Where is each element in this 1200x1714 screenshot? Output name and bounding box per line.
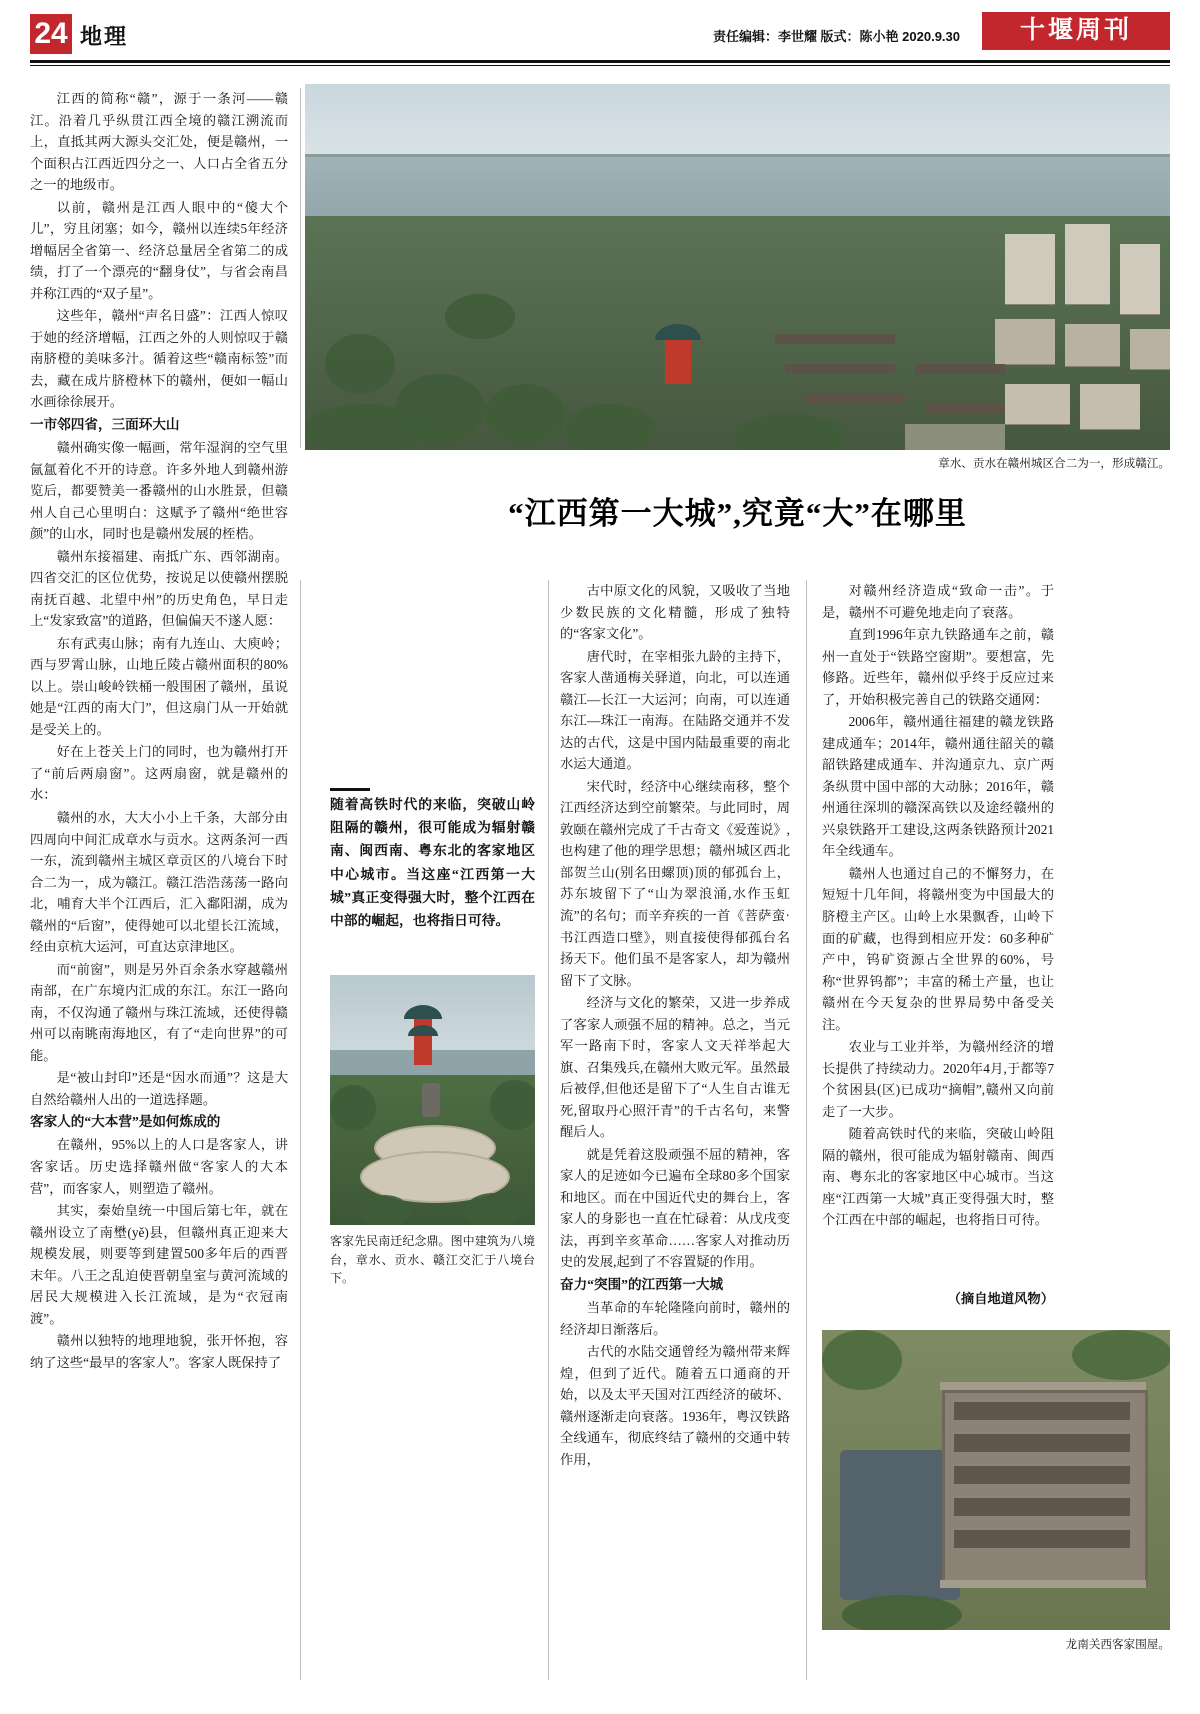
column-divider (806, 580, 807, 1680)
publication-logo: 十堰周刊 (982, 12, 1170, 50)
building-row (954, 1530, 1130, 1548)
section-title: 地理 (80, 24, 129, 49)
header-divider-thin (30, 65, 1170, 66)
paragraph: 经济与文化的繁荣，又进一步养成了客家人顽强不屈的精神。总之，当元军一路南下时，客家人文天祥举起大旗、召集残兵,在赣州大败元军。虽然最后被俘,但他还是留下了“人生自古谁无死,留取丹心照汗青”的千古名句，来警醒后人。 (560, 995, 790, 1140)
photo-buildings (305, 84, 1170, 450)
paragraph: 这些年，赣州“声名日盛”：江西人惊叹于她的经济增幅，江西之外的人则惊叹于赣南脐橙的美味多汁。循着这些“赣南标签”而去，藏在成片脐橙林下的赣州，便如一幅山水画徐徐展开。 (30, 308, 288, 410)
photo-caption: 客家先民南迁纪念鼎。图中建筑为八境台，章水、贡水、赣江交汇于八境台下。 (330, 1234, 535, 1286)
paragraph: 古中原文化的风貌，又吸收了当地少数民族的文化精髓，形成了独特的“客家文化”。 (560, 583, 790, 642)
article-source: （摘自地道风物） (947, 1291, 1054, 1306)
bronze-ding-statue (422, 1083, 440, 1117)
paragraph: 对赣州经济造成“致命一击”。于是，赣州不可避免地走向了衰落。 (822, 583, 1054, 620)
subheading: 一市邻四省，三面环大山 (30, 416, 180, 432)
hakka-walled-village-photo (822, 1330, 1170, 1630)
paragraph: 赣州以独特的地理地貌，张开怀抱，容纳了这些“最早的客家人”。客家人既保持了 (30, 1333, 288, 1370)
paragraph: 赣州东接福建、南抵广东、西邻湖南。四省交汇的区位优势，按说足以使赣州摆脱南抚百越、北望中州”的历史角色，早日走上“发家致富”的道路，但偏偏天不遂人愿： (30, 548, 288, 629)
paragraph: 而“前窗”，则是另外百余条水穿越赣州南部，在广东境内汇成的东江。东江一路向南，不仅沟通了赣州与珠江流域，还使得赣州可以南眺南海地区，有了“走向世界”的可能。 (30, 961, 288, 1063)
editor-credits: 责任编辑：李世耀 版式：陈小艳 2020.9.30 (712, 29, 960, 44)
column-divider (548, 580, 549, 1680)
article-headline: “江西第一大城”,究竟“大”在哪里 (508, 496, 967, 531)
tree (465, 1193, 520, 1225)
paragraph: 赣州的水，大大小小上千条，大部分由四周向中间汇成章水与贡水。这两条河一西一东，流到赣州主城区章贡区的八境台下时合二为一，成为赣江。赣江浩浩荡荡一路向北，哺育大半个江西后，汇入鄱阳湖，成为赣州的“后窗”，使得她可以北望长江流域，经由京杭大运河，可直达京津地区。 (30, 810, 288, 955)
lead-rule (330, 788, 370, 791)
paragraph: 农业与工业并举，为赣州经济的增长提供了持续动力。2020年4月,于都等7个贫困县(区)已成功“摘帽”,赣州又向前走了一大步。 (822, 1039, 1054, 1119)
photo-caption: 章水、贡水在赣州城区合二为一，形成赣江。 (938, 457, 1170, 470)
paragraph: 以前，赣州是江西人眼中的“傻大个儿”，穷且闭塞；如今，赣州以连续5年经济增幅居全省第一、经济总量居全省第二的成绩，打了一个漂亮的“翻身仗”，与省会南昌并称江西的“双子星”。 (30, 199, 288, 301)
building-row (954, 1402, 1130, 1420)
paragraph: 随着高铁时代的来临，突破山岭阻隔的赣州，很可能成为辐射赣南、闽西南、粤东北的客家地区中心城市。当这座“江西第一大城”真正变得强大时，整个江西在中部的崛起，也将指日可待。 (822, 1126, 1054, 1228)
paragraph: 唐代时，在宰相张九龄的主持下，客家人凿通梅关驿道，向北，可以连通赣江—长江一大运河；向南，可以连通东江—珠江一南海。在陆路交通并不发达的古代，这是中国内陆最重要的南北水运大通道。 (560, 648, 790, 772)
outer-wall (940, 1580, 1146, 1588)
tree (1072, 1330, 1170, 1380)
building-row (954, 1466, 1130, 1484)
paragraph: 2006年，赣州通往福建的赣龙铁路建成通车；2014年，赣州通往韶关的赣韶铁路建成通车、并沟通京九、京广两条纵贯中国中部的大动脉；2016年，赣州通往深圳的赣深高铁以及途经赣州的兴泉铁路开工建设,这两条铁路预计2021年全线通车。 (822, 714, 1054, 859)
subheading: 奋力“突围”的江西第一大城 (560, 1277, 724, 1292)
paragraph: 宋代时，经济中心继续南移，整个江西经济达到空前繁荣。与此同时，周敦颐在赣州完成了千古奇文《爱莲说》,也构建了他的理学思想；赣州城区西北部贺兰山(别名田螺顶)顶的郁孤台上，苏东坡留下了“山为翠浪涌,水作玉虹流”的名句；而辛弃疾的一首《菩萨蛮·书江西造口壁》，则直接使得郁孤台名扬天下。他们虽不是客家人，却为赣州留下了文脉。 (560, 778, 790, 988)
article-column-3 (560, 580, 790, 1471)
paragraph: 赣州人也通过自己的不懈努力，在短短十几年间，将赣州变为中国最大的脐橙主产区。山岭上水果飘香，山岭下面的矿藏，也得到相应开发：60多种矿产中，钨矿资源占全世界的60%，号称“世界钨都”；丰富的稀土产量，也让赣州在今天复杂的世界局势中备受关注。 (822, 865, 1054, 1032)
paragraph: 其实，秦始皇统一中国后第七年，就在赣州设立了南壄(yě)县，但赣州真正迎来大规模发展，则要等到建置500多年后的西晋末年。八王之乱迫使晋朝皇室与黄河流域的居民大规模进入长江流域，是为“衣冠南渡”。 (30, 1203, 288, 1326)
tree (822, 1330, 902, 1390)
paragraph: 就是凭着这股顽强不屈的精神，客家人的足迹如今已遍布全球80多个国家和地区。而在中国近代史的舞台上，客家人的身影也一直在忙碌着：从戊戌变法，再到辛亥革命……客家人对推动历史的发展,起到了不容置疑的作用。 (560, 1146, 790, 1270)
photo-caption: 龙南关西客家围屋。 (1065, 1638, 1170, 1651)
paragraph: 直到1996年京九铁路通车之前，赣州一直处于“铁路空窗期”。要想富，先修路。近些年，赣州似乎终于反应过来了，开始积极完善自己的铁路交通网： (822, 627, 1054, 707)
paragraph: 在赣州，95%以上的人口是客家人，讲客家话。历史选择赣州做“客家人的大本营”，而客家人，则塑造了赣州。 (30, 1137, 288, 1196)
subheading: 客家人的“大本营”是如何炼成的 (30, 1114, 221, 1130)
tree (490, 1080, 535, 1130)
paragraph: 好在上苍关上门的同时，也为赣州打开了“前后两扇窗”。这两扇窗，就是赣州的水： (30, 744, 288, 803)
building-row (954, 1434, 1130, 1452)
paragraph: 当革命的车轮隆隆向前时，赣州的经济却日渐落后。 (560, 1300, 790, 1337)
tree (360, 1195, 410, 1225)
header-divider (30, 60, 1170, 63)
article-lead-summary: 随着高铁时代的来临，突破山岭阻隔的赣州，很可能成为辐射赣南、闽西南、粤东北的客家地区中心城市。当这座“江西第一大城”真正变得强大时，整个江西在中部的崛起，也将指日可待。 (330, 797, 535, 928)
pagoda-tower (414, 1013, 432, 1065)
monument-photo (330, 975, 535, 1225)
building-row (954, 1498, 1130, 1516)
page-masthead (0, 0, 1200, 62)
column-divider (300, 580, 301, 1680)
column-divider (300, 88, 301, 448)
article-column-1 (30, 88, 288, 1374)
page-number: 24 (30, 14, 72, 54)
paragraph: 古代的水陆交通曾经为赣州带来辉煌，但到了近代。随着五口通商的开始，以及太平天国对江西经济的破坏、赣州逐渐走向衰落。1936年，粤汉铁路全线通车，彻底终结了赣州的交通中转作用， (560, 1344, 790, 1467)
tree (330, 1085, 376, 1131)
outer-wall (940, 1382, 1146, 1390)
paragraph: 江西的简称“赣”，源于一条河——赣江。沿着几乎纵贯江西全境的赣江溯流而上，直抵其两大源头交汇处，便是赣州，一个面积占江西近四分之一、人口占全省五分之一的地级市。 (30, 91, 288, 193)
paragraph: 东有武夷山脉；南有九连山、大庾岭；西与罗霄山脉，山地丘陵占赣州面积的80%以上。崇山峻岭铁桶一般围困了赣州，虽说她是“江西的南大门”，但这扇门从一开始就是受关上的。 (30, 635, 288, 737)
paragraph: 赣州确实像一幅画，常年湿润的空气里氤氲着化不开的诗意。许多外地人到赣州游览后，都要赞美一番赣州的山水胜景，但赣州人自己心里明白：这赋予了赣州“绝世容颜”的山水，同时也是赣州发展的桎梏。 (30, 439, 288, 542)
tree (842, 1595, 962, 1630)
article-column-4 (822, 580, 1054, 1232)
aerial-city-photo (305, 84, 1170, 450)
paragraph: 是“被山封印”还是“因水而通”？这是大自然给赣州人出的一道选择题。 (30, 1070, 288, 1107)
